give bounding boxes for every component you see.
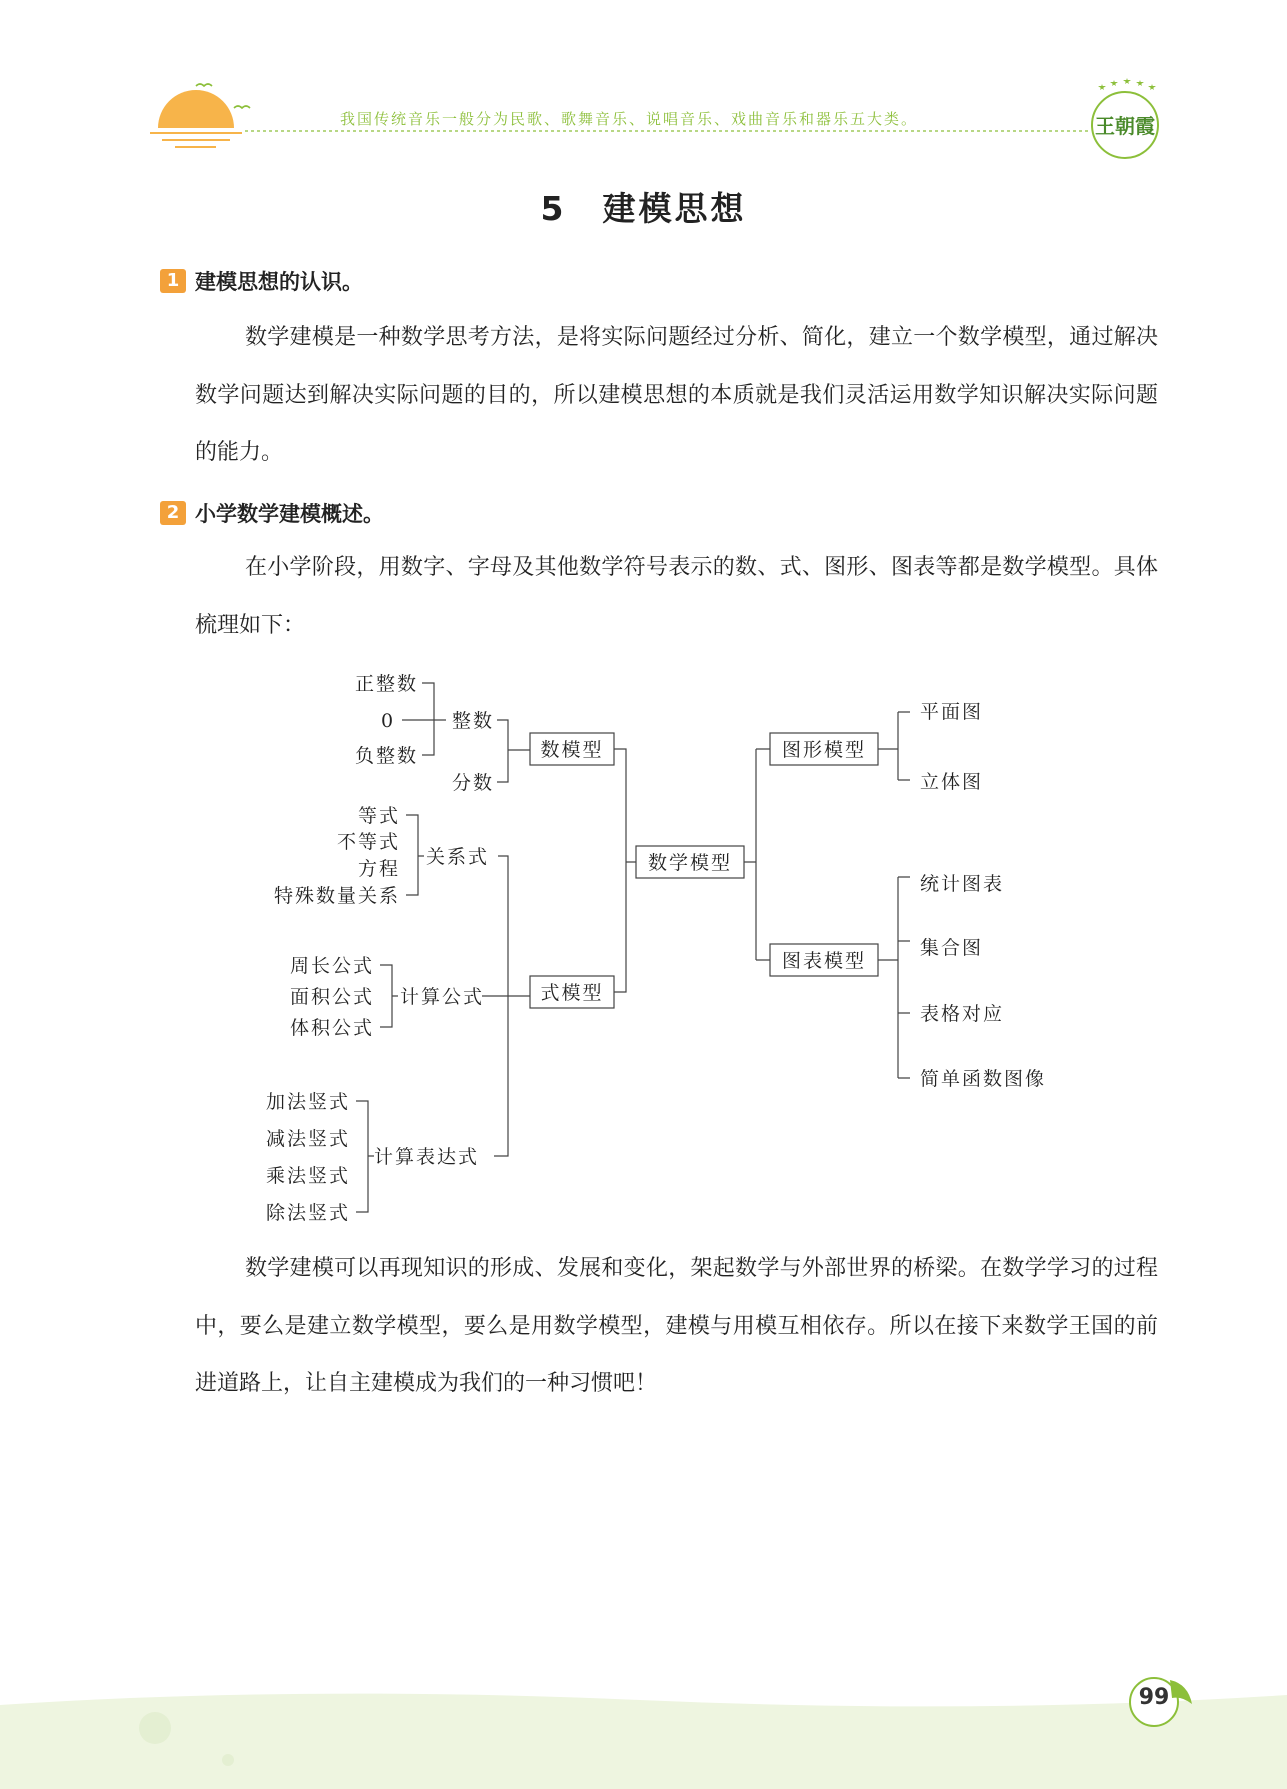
node-solid-figure: 立体图 [920,771,984,793]
bracket-formula [380,965,398,1027]
bracket-relation [406,815,424,895]
node-simple-function-graph: 简单函数图像 [920,1068,1047,1090]
header-quote: 我国传统音乐一般分为民歌、歌舞音乐、说唱音乐、戏曲音乐和器乐五大类。 [340,110,919,128]
node-multiplication-vertical: 乘法竖式 [265,1165,350,1187]
bracket-expression-model [482,856,530,1156]
node-relation: 关系式 [426,846,490,868]
node-table-correspondence: 表格对应 [920,1003,1005,1025]
node-negative-integer: 负整数 [354,745,418,767]
bracket-root-left [614,749,636,992]
footer-decoration [0,1660,1287,1789]
section-1-paragraph: 数学建模是一种数学思考方法，是将实际问题经过分析、简化，建立一个数学模型，通过解决数学问题达到解决实际问题的目的，所以建模思想的本质就是我们灵活运用数学知识解决实际问题的能力。 [195,325,1158,465]
node-special-relation: 特殊数量关系 [273,885,400,907]
node-positive-integer: 正整数 [354,673,418,695]
node-integer: 整数 [452,710,495,732]
node-plane-figure: 平面图 [920,701,984,723]
bracket-root-right [744,749,770,960]
node-division-vertical: 除法竖式 [265,1202,350,1224]
closing-paragraph: 数学建模可以再现知识的形成、发展和变化，架起数学与外部世界的桥梁。在数学学习的过程中，要么是建立数学模型，要么是用数学模型，建模与用模互相依存。所以在接下来数学王国的前进道路上，让自主建模成为我们的一种习惯吧！ [195,1256,1158,1396]
node-calc-expression: 计算表达式 [374,1146,480,1168]
node-perimeter-formula: 周长公式 [289,955,374,977]
node-fraction: 分数 [452,772,495,794]
section-number-badge: 2 [160,501,186,525]
node-volume-formula: 体积公式 [289,1017,374,1039]
footer-dot [222,1754,234,1766]
header-decoration [0,0,1287,170]
node-zero: 0 [380,710,396,732]
node-subtraction-vertical: 减法竖式 [265,1128,350,1150]
node-area-formula: 面积公式 [289,986,374,1008]
node-addition-vertical: 加法竖式 [265,1091,350,1113]
section-number-badge: 1 [160,269,186,293]
node-equation: 等式 [357,805,400,827]
bracket-calc-expression [356,1101,374,1212]
node-formula-equation: 方程 [357,858,400,880]
page-title: 5 建模思想 [540,189,747,228]
sunset-icon [150,84,250,147]
node-inequality: 不等式 [336,831,400,853]
node-expression-model: 式模型 [540,982,604,1004]
section-heading-text: 建模思想的认识。 [195,270,363,294]
node-math-model: 数学模型 [647,852,733,874]
node-number-model: 数模型 [540,739,604,761]
section-2-paragraph: 在小学阶段，用数字、字母及其他数学符号表示的数、式、图形、图表等都是数学模型。具体梳理如下： [195,555,1158,638]
page-header [0,0,1287,170]
section-heading-1 [160,266,363,296]
node-calc-formula: 计算公式 [400,986,485,1008]
math-model-tree-diagram [0,660,1287,1230]
logo-text: 王朝霞 [1095,114,1155,138]
footer-dot [139,1712,171,1744]
footer-wave [0,1694,1287,1789]
node-statistics-chart: 统计图表 [920,873,1005,895]
node-set-diagram: 集合图 [920,937,984,959]
node-figure-model: 图形模型 [781,739,867,761]
brand-logo [1092,78,1158,158]
bracket-number-model [497,720,530,782]
page-number: 99 [1138,1685,1170,1710]
node-chart-model: 图表模型 [781,950,867,972]
bracket-chart-model [878,877,910,1078]
bracket-figure-model [878,712,910,780]
section-heading-text: 小学数学建模概述。 [195,502,384,526]
section-heading-2 [160,498,384,528]
